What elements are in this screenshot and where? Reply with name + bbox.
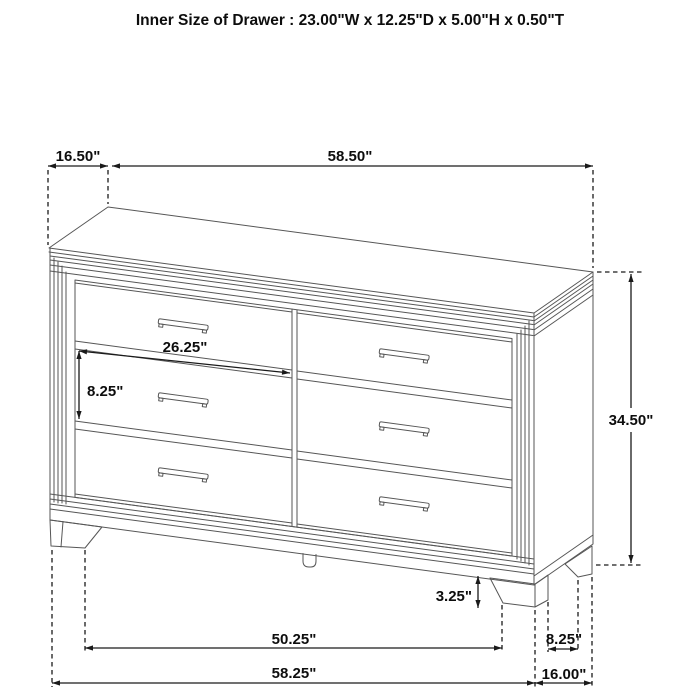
handle-bar	[158, 393, 208, 405]
dresser-top-panel	[49, 207, 593, 317]
handle-post	[380, 354, 384, 358]
dresser-drawing	[49, 207, 593, 607]
handle-bar	[379, 422, 429, 434]
dimension-label-top-width: 58.50"	[327, 148, 373, 165]
drawer-handle	[379, 349, 430, 364]
handle-post	[202, 404, 206, 408]
arrowhead	[282, 370, 290, 375]
right-stile-lines	[517, 317, 534, 585]
handle-post	[423, 508, 427, 512]
face-frame-opening	[75, 280, 512, 556]
handle-post	[423, 360, 427, 364]
drawer-handle	[379, 422, 430, 437]
drawer-handle	[158, 393, 209, 408]
arrowhead	[100, 163, 108, 168]
dimension-drawer-height	[76, 351, 123, 419]
dimension-label-side-leg-gap: 8.25"	[545, 631, 583, 648]
handle-post	[159, 473, 163, 477]
dimension-overall-height	[596, 272, 653, 565]
handle-bar	[379, 497, 429, 509]
dresser-legs	[50, 520, 592, 607]
top-face	[49, 207, 593, 313]
handle-post	[423, 433, 427, 437]
rear-right-leg	[565, 546, 592, 577]
arrowhead	[494, 645, 502, 650]
arrowhead	[628, 555, 633, 563]
arrowhead	[585, 163, 593, 168]
dimension-drawer-width	[79, 339, 290, 375]
dimension-overall-width	[52, 550, 535, 687]
drawer-handle	[158, 319, 209, 334]
handle-post	[159, 398, 163, 402]
handle-bar	[158, 468, 208, 480]
front-left-leg	[50, 520, 102, 548]
handle-bar	[158, 319, 208, 331]
handle-post	[202, 479, 206, 483]
handle-bar	[379, 349, 429, 361]
dimension-top-depth	[48, 148, 108, 245]
dimension-leg-height	[436, 576, 481, 608]
handle-post	[380, 502, 384, 506]
arrowhead	[76, 351, 81, 359]
arrowhead	[527, 680, 535, 685]
arrowhead	[475, 600, 480, 608]
extension-lines	[48, 170, 108, 245]
drawer-lines-left-column	[75, 283, 292, 523]
drawer-lines-right-column	[297, 313, 512, 553]
dimension-label-overall-width: 58.25"	[271, 665, 317, 682]
arrowhead	[76, 411, 81, 419]
dimension-top-width	[112, 148, 593, 268]
arrowhead	[112, 163, 120, 168]
dimension-label-overall-height: 34.50"	[608, 412, 654, 429]
arrowhead	[628, 274, 633, 282]
arrowhead	[85, 645, 93, 650]
drawer-handle	[379, 497, 430, 512]
dimension-label-leg-height: 3.25"	[435, 588, 472, 605]
dimension-label-front-leg-span: 50.25"	[271, 631, 317, 648]
arrowhead	[52, 680, 60, 685]
cornice-side-lines	[534, 280, 593, 336]
center-stile-lines	[292, 309, 297, 527]
side-face-lines	[534, 276, 593, 585]
handle-post	[202, 330, 206, 334]
dimension-label-top-depth: 16.50"	[55, 148, 101, 165]
handle-post	[159, 324, 163, 328]
dimension-label-drawer-height: 8.25"	[87, 383, 124, 400]
dimension-label-overall-depth: 16.00"	[541, 666, 587, 683]
dimension-side-leg-gap	[546, 580, 582, 652]
handle-post	[380, 427, 384, 431]
drawer-handle	[158, 468, 209, 483]
dimension-label-drawer-width: 26.25"	[162, 339, 208, 356]
page-title: Inner Size of Drawer : 23.00"W x 12.25"D x 5.00"H x 0.50"T	[135, 12, 565, 29]
left-stile-lines	[50, 248, 66, 520]
